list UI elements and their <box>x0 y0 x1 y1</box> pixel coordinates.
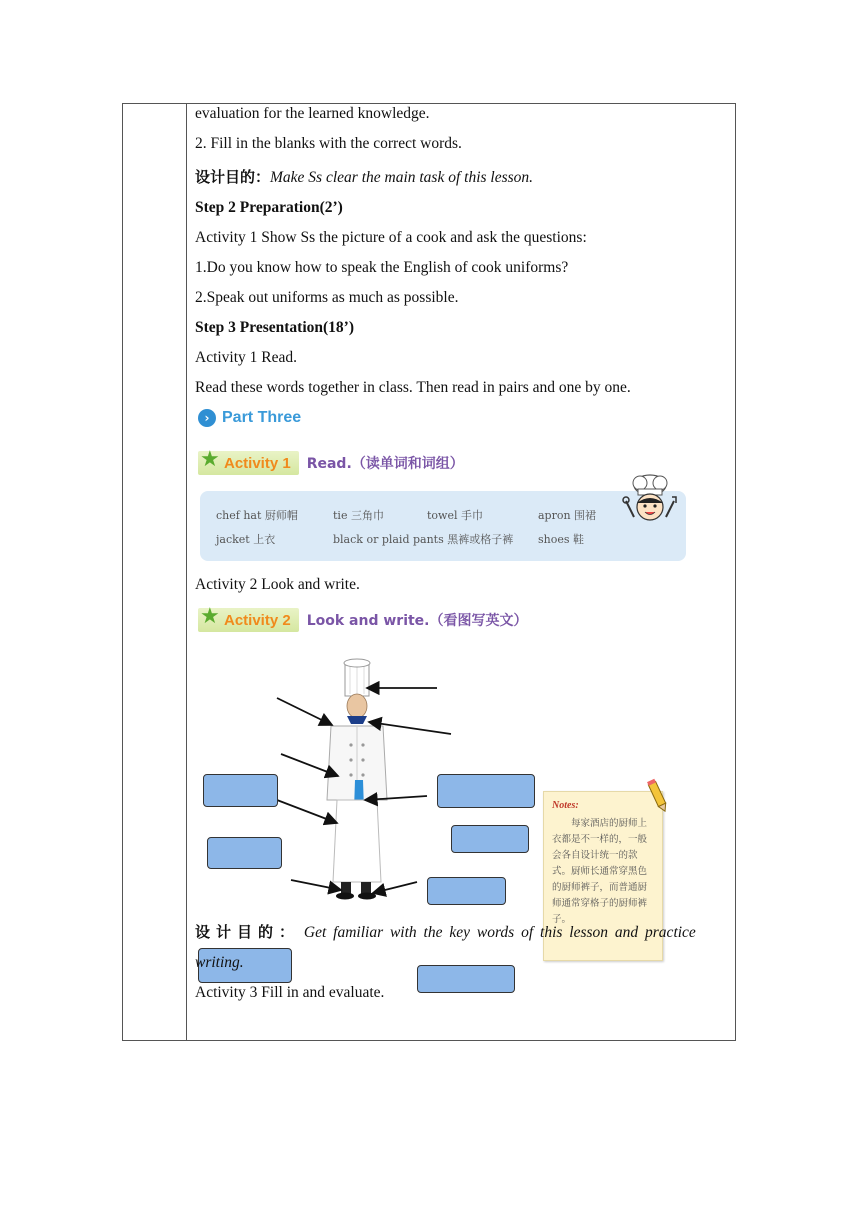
vocab-item: apron 围裙 <box>538 509 597 522</box>
text-line: Activity 1 Show Ss the picture of a cook and ask the questions: <box>195 229 587 246</box>
step-2-heading: Step 2 Preparation(2’) <box>195 199 343 216</box>
activity-1-label: Activity 1 <box>224 454 291 472</box>
vocabulary-box <box>200 491 686 561</box>
activity-3-line: Activity 3 Fill in and evaluate. <box>195 984 385 1001</box>
activity-2-label: Activity 2 <box>224 611 291 629</box>
answer-blank[interactable] <box>207 837 282 869</box>
text-line: evaluation for the learned knowledge. <box>195 105 430 122</box>
activity-1-tag <box>198 447 299 475</box>
chef-uniform-figure <box>195 650 735 925</box>
answer-blank[interactable] <box>203 774 278 807</box>
activity-2-title: Look and write.（看图写英文） <box>306 613 528 629</box>
activity-1-title: Read.（读单词和词组） <box>306 456 464 472</box>
vocab-item: chef hat 厨师帽 <box>216 509 298 522</box>
purpose-label: 设计目的： <box>195 168 271 186</box>
column-divider <box>186 103 187 1041</box>
notes-body: 每家酒店的厨师上衣都是不一样的，一般会各自设计统一的款式。厨师长通常穿黑色的厨师裤子，而普通厨师通常穿格子的厨师裤子。 <box>552 818 648 925</box>
chef-cartoon-icon <box>620 473 680 529</box>
pencil-icon <box>647 778 667 814</box>
answer-blank[interactable] <box>417 965 515 993</box>
activity-1-line: Activity 1 Read. <box>195 349 298 366</box>
vocab-item: jacket 上衣 <box>216 533 276 546</box>
answer-blank[interactable] <box>427 877 506 905</box>
purpose-text-cont: writing. <box>195 954 244 971</box>
design-purpose-1 <box>195 166 533 187</box>
answer-blank[interactable] <box>437 774 535 808</box>
part-three-label: Part Three <box>222 409 302 426</box>
question-2: 2.Speak out uniforms as much as possible. <box>195 289 459 306</box>
vocab-item: towel 手巾 <box>427 509 483 522</box>
text-line: 2. Fill in the blanks with the correct words. <box>195 135 462 152</box>
purpose-text: Get familiar with the key words of this lesson and practice <box>303 924 696 941</box>
purpose-text: Make Ss clear the main task of this lesson. <box>270 169 534 186</box>
star-icon: ★ <box>200 447 220 472</box>
part-three-header <box>198 408 301 428</box>
activity-2-line: Activity 2 Look and write. <box>195 576 360 593</box>
activity-2-banner <box>198 604 528 632</box>
activity-1-banner <box>198 447 464 475</box>
step-3-heading: Step 3 Presentation(18’) <box>195 319 354 336</box>
vocab-item: shoes 鞋 <box>538 533 585 546</box>
answer-blank[interactable] <box>451 825 529 853</box>
activity-2-tag <box>198 604 299 632</box>
notes-title: Notes: <box>552 800 579 811</box>
read-instruction: Read these words together in class. Then read in pairs and one by one. <box>195 379 631 396</box>
star-icon: ★ <box>200 604 220 629</box>
purpose-label: 设计目的： <box>195 923 301 941</box>
vocab-item: tie 三角巾 <box>333 509 384 522</box>
vocab-item: black or plaid pants 黑裤或格子裤 <box>333 533 514 546</box>
chevron-right-icon: › <box>198 409 216 427</box>
question-1: 1.Do you know how to speak the English of cook uniforms? <box>195 259 569 276</box>
design-purpose-2 <box>195 921 696 942</box>
